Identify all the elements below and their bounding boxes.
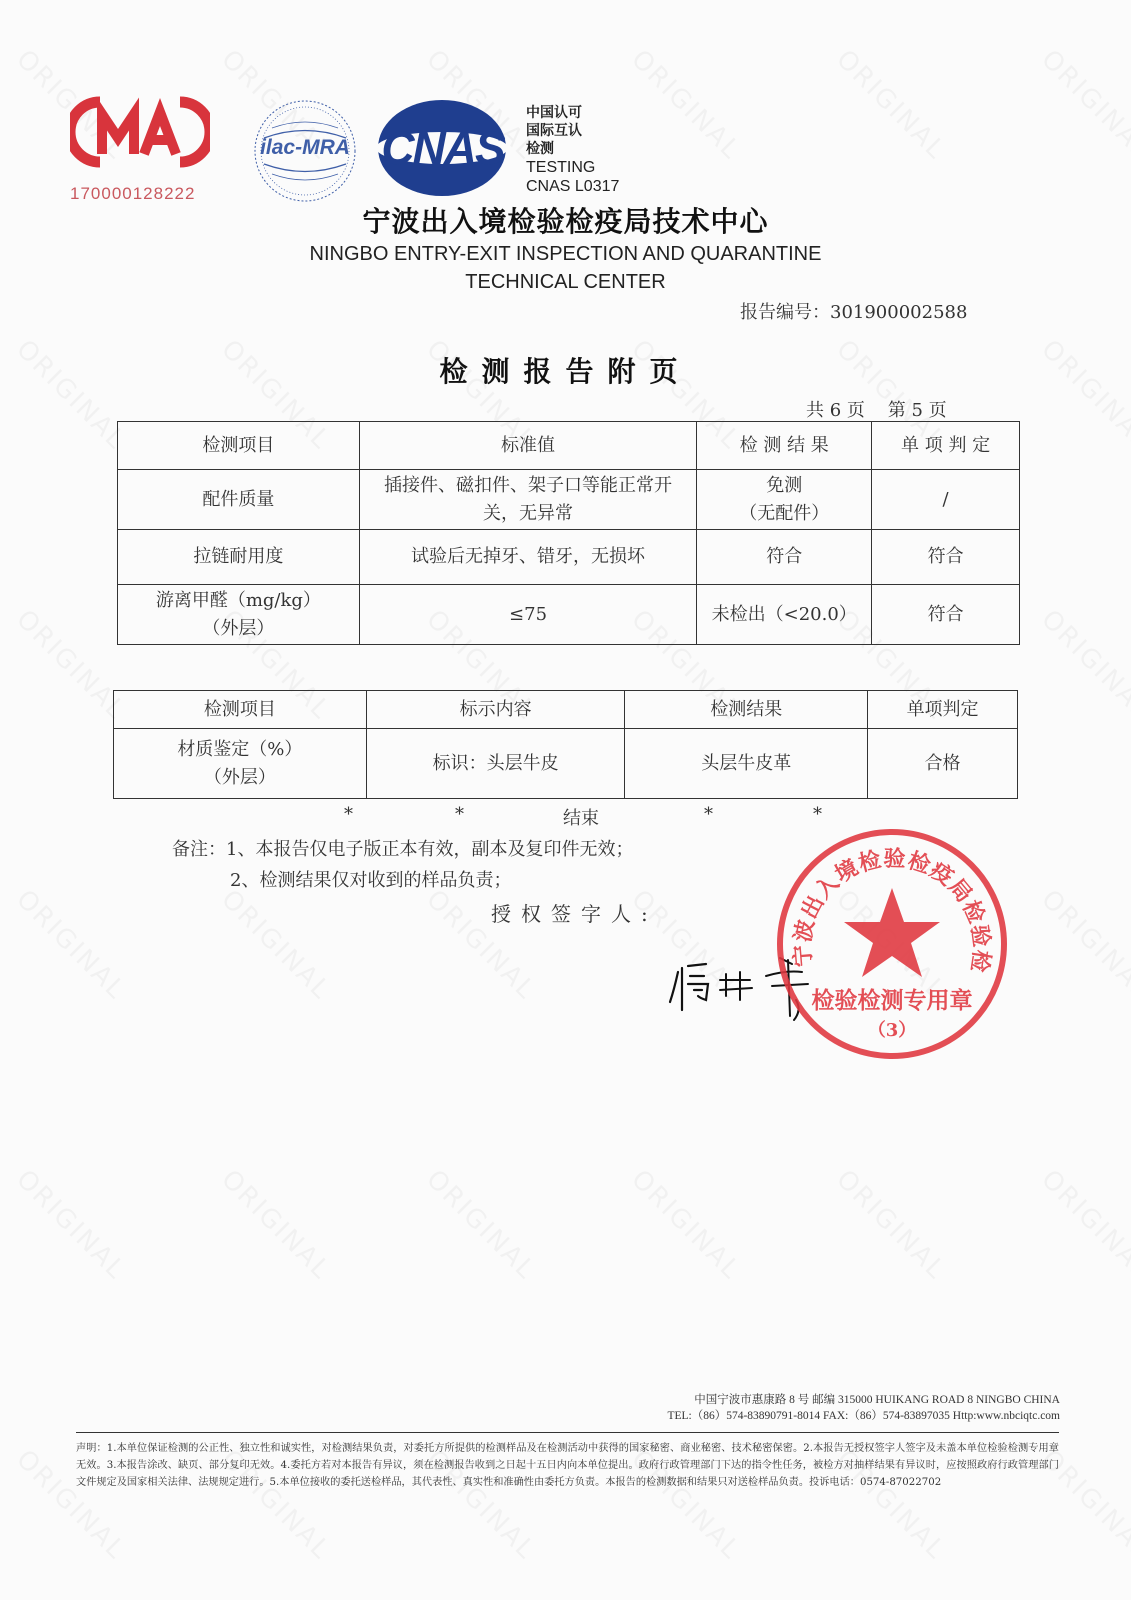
footer-divider xyxy=(76,1432,1059,1433)
cma-logo-icon xyxy=(70,92,210,172)
watermark-text xyxy=(420,1164,541,1285)
header-cell: 检 测 结 果 xyxy=(697,422,872,470)
org-name-en xyxy=(0,240,1131,296)
table-header-row xyxy=(114,691,1018,729)
header-cell: 单项判定 xyxy=(868,691,1018,729)
authorized-signer-label: 授权签字人: xyxy=(491,902,658,926)
watermark-text xyxy=(10,1164,131,1285)
header-cell: 检测结果 xyxy=(625,691,868,729)
page-title: 检测报告附页 xyxy=(439,355,692,388)
cnas-cn-line2: 国际互认 xyxy=(526,123,582,139)
result-line2: （无配件） xyxy=(739,502,830,524)
watermark-text xyxy=(1035,1164,1131,1285)
result-cell: 符合 xyxy=(697,530,872,585)
result-line1: 免测 xyxy=(766,474,803,496)
cnas-en-line2: CNAS L0317 xyxy=(526,178,620,195)
cnas-logo xyxy=(370,96,515,200)
end-marker xyxy=(0,804,1131,828)
table-row xyxy=(114,729,1018,799)
watermark-text xyxy=(625,1164,746,1285)
item-line2: （外层） xyxy=(202,617,275,639)
end-star: * xyxy=(813,804,822,825)
table-header-row xyxy=(118,422,1020,470)
seal-ring-text: 宁波出入境检验检疫局检验检 xyxy=(790,846,994,975)
watermark-text xyxy=(625,44,746,165)
result-cell: 头层牛皮革 xyxy=(625,729,868,799)
watermark-text xyxy=(10,884,131,1005)
table-row xyxy=(118,470,1020,530)
footer-address xyxy=(400,1392,1060,1424)
cnas-cn-line1: 中国认可 xyxy=(526,105,582,121)
watermark-text xyxy=(215,884,336,1005)
footer-contact-line: TEL:（86）574-83890791-8014 FAX:（86）574-83897035 Http:www.nbciqtc.com xyxy=(667,1410,1060,1422)
seal-number: （3） xyxy=(867,1020,917,1041)
declaration: 声明：1.本单位保证检测的公正性、独立性和诚实性，对检测结果负责，对委托方所提供的检测样品及在检测活动中获得的国家秘密、商业秘密、技术秘密保密。2.本报告无授权签字人签字及未盖本单位检验检测专用章无效。3.本报告涂改、缺页、部分复印无效。4.委托方若对本报告有异议，须在检测报告收到之日起十五日内向本单位提出。政府行政管理部门下达的指令性任务，被检方对抽样结果有异议时，应按照政府行政管理部门文件规定及国家相关法律、法规规定进行。5.本单位接收的委托送检样品，其代表性、真实性和准确性由委托方负责。本报告的检测数据和结果只对送检样品负责。投诉电话：0574-87022702 xyxy=(76,1443,1059,1488)
header-cell: 单 项 判 定 xyxy=(872,422,1020,470)
standard-cell: 试验后无掉牙、错牙，无损坏 xyxy=(359,530,697,585)
cnas-logo-label: CNAS xyxy=(381,122,504,174)
header-cell: 检测项目 xyxy=(114,691,367,729)
item-cell xyxy=(114,729,367,799)
standard-cell: 插接件、磁扣件、架子口等能正常开关，无异常 xyxy=(359,470,697,530)
cnas-en-line1: TESTING xyxy=(526,159,596,176)
watermark-text xyxy=(830,44,951,165)
item-line1: 游离甲醛（mg/kg） xyxy=(155,589,321,611)
end-star: * xyxy=(455,804,464,825)
table-row xyxy=(118,585,1020,645)
standard-cell: ≤75 xyxy=(359,585,697,645)
item-line1: 材质鉴定（%） xyxy=(177,738,303,760)
judgement-cell: / xyxy=(872,470,1020,530)
watermark-text xyxy=(1035,604,1131,725)
ilac-mra-label: ilac-MRA xyxy=(260,136,350,159)
org-name-en-line2: TECHNICAL CENTER xyxy=(465,271,666,293)
test-results-table xyxy=(117,421,1020,645)
judgement-cell: 合格 xyxy=(868,729,1018,799)
result-cell xyxy=(697,470,872,530)
watermark-text xyxy=(1035,884,1131,1005)
seal-center-text: 检验检测专用章 xyxy=(811,988,973,1014)
item-cell xyxy=(118,585,360,645)
cma-number: 170000128222 xyxy=(70,184,196,203)
end-star: * xyxy=(344,804,353,825)
cnas-cn-line3: 检测 xyxy=(526,141,554,157)
item-cell: 拉链耐用度 xyxy=(118,530,360,585)
header-cell: 标准值 xyxy=(359,422,697,470)
end-text: 结束 xyxy=(563,808,599,829)
report-number: 报告编号：301900002588 xyxy=(740,302,968,323)
item-line2: （外层） xyxy=(203,766,276,788)
label-cell: 标识：头层牛皮 xyxy=(366,729,625,799)
ilac-mra-logo xyxy=(252,98,358,204)
watermark-text xyxy=(215,1164,336,1285)
watermark-text xyxy=(1035,44,1131,165)
watermark-text xyxy=(830,1164,951,1285)
org-name-en-line1: NINGBO ENTRY-EXIT INSPECTION AND QUARANTINE xyxy=(309,243,822,265)
org-name-cn: 宁波出入境检验检疫局技术中心 xyxy=(362,205,769,238)
table-row xyxy=(118,530,1020,585)
cma-logo xyxy=(70,92,210,203)
judgement-cell: 符合 xyxy=(872,585,1020,645)
footer-address-line: 中国宁波市惠康路 8 号 邮编 315000 HUIKANG ROAD 8 NINGBO CHINA xyxy=(694,1394,1060,1406)
seal-icon xyxy=(774,826,1010,1062)
end-star: * xyxy=(704,804,713,825)
item-cell: 配件质量 xyxy=(118,470,360,530)
judgement-cell: 符合 xyxy=(872,530,1020,585)
official-seal xyxy=(774,826,1010,1062)
note-line2: 2、检测结果仅对收到的样品负责； xyxy=(230,870,512,891)
result-cell: 未检出（<20.0） xyxy=(697,585,872,645)
material-identification-table xyxy=(113,690,1018,799)
header-cell: 标示内容 xyxy=(366,691,625,729)
page-count: 共 6 页 第 5 页 xyxy=(806,400,947,421)
note-line1: 备注：1、本报告仅电子版正本有效，副本及复印件无效； xyxy=(172,839,634,860)
cnas-accreditation-text xyxy=(526,104,636,196)
header-cell: 检测项目 xyxy=(118,422,360,470)
